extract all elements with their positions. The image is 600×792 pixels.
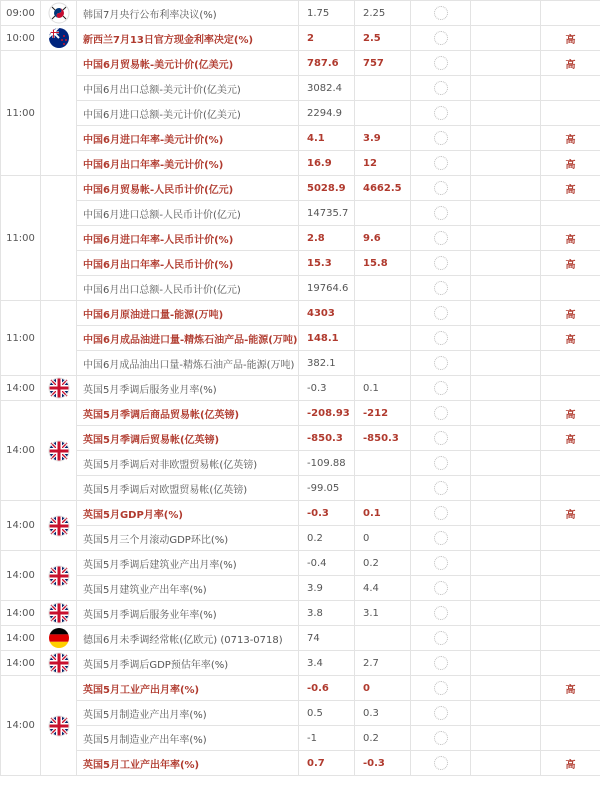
calendar-row — [1, 726, 600, 751]
loading-spinner-icon — [434, 531, 448, 545]
actual-value-loading — [411, 326, 471, 351]
loading-spinner-icon — [434, 81, 448, 95]
calendar-row — [1, 601, 600, 626]
event-name: 韩国7月央行公布利率决议(%) — [77, 1, 299, 26]
actual-value-loading — [411, 526, 471, 551]
event-name: 中国6月成品油进口量-精炼石油产品-能源(万吨) — [77, 326, 299, 351]
uk-flag-icon — [41, 401, 77, 501]
actual-value-loading — [411, 426, 471, 451]
forecast-value: 15.8 — [355, 251, 411, 276]
event-name: 英国5月制造业产出月率(%) — [77, 701, 299, 726]
empty-cell — [471, 101, 541, 126]
actual-value-loading — [411, 676, 471, 701]
forecast-value — [355, 76, 411, 101]
event-name: 英国5月季调后商品贸易帐(亿英镑) — [77, 401, 299, 426]
empty-cell — [471, 251, 541, 276]
event-name: 英国5月工业产出年率(%) — [77, 751, 299, 776]
actual-value-loading — [411, 351, 471, 376]
event-name: 中国6月出口总额-美元计价(亿美元) — [77, 76, 299, 101]
importance-badge — [541, 701, 600, 726]
loading-spinner-icon — [434, 631, 448, 645]
actual-value-loading — [411, 576, 471, 601]
actual-value-loading — [411, 251, 471, 276]
forecast-value: 2.7 — [355, 651, 411, 676]
empty-cell — [471, 526, 541, 551]
loading-spinner-icon — [434, 281, 448, 295]
forecast-value: 0.2 — [355, 551, 411, 576]
calendar-row — [1, 651, 600, 676]
actual-value-loading — [411, 126, 471, 151]
importance-badge — [541, 726, 600, 751]
previous-value: 3.8 — [299, 601, 355, 626]
calendar-row — [1, 76, 600, 101]
importance-badge — [541, 476, 600, 501]
loading-spinner-icon — [434, 606, 448, 620]
previous-value: 3082.4 — [299, 76, 355, 101]
actual-value-loading — [411, 751, 471, 776]
forecast-value: 12 — [355, 151, 411, 176]
calendar-row — [1, 476, 600, 501]
loading-spinner-icon — [434, 756, 448, 770]
event-name: 英国5月三个月滚动GDP环比(%) — [77, 526, 299, 551]
forecast-value: 2.25 — [355, 1, 411, 26]
empty-cell — [471, 426, 541, 451]
previous-value: 2294.9 — [299, 101, 355, 126]
actual-value-loading — [411, 301, 471, 326]
uk-flag-icon — [41, 676, 77, 776]
empty-cell — [471, 451, 541, 476]
calendar-row — [1, 526, 600, 551]
actual-value-loading — [411, 76, 471, 101]
calendar-row — [1, 626, 600, 651]
previous-value: 74 — [299, 626, 355, 651]
empty-cell — [471, 126, 541, 151]
previous-value: 0.5 — [299, 701, 355, 726]
empty-cell — [471, 676, 541, 701]
uk-flag-icon — [41, 376, 77, 401]
event-name: 新西兰7月13日官方现金利率决定(%) — [77, 26, 299, 51]
event-name: 中国6月进口年率-人民币计价(%) — [77, 226, 299, 251]
actual-value-loading — [411, 1, 471, 26]
importance-badge — [541, 576, 600, 601]
loading-spinner-icon — [434, 6, 448, 20]
calendar-row — [1, 426, 600, 451]
loading-spinner-icon — [434, 706, 448, 720]
previous-value: 3.9 — [299, 576, 355, 601]
empty-cell — [471, 51, 541, 76]
importance-badge: 高 — [541, 501, 600, 526]
uk-flag-icon — [41, 501, 77, 551]
previous-value: -0.4 — [299, 551, 355, 576]
importance-badge — [541, 376, 600, 401]
loading-spinner-icon — [434, 106, 448, 120]
event-name: 中国6月进口总额-人民币计价(亿元) — [77, 201, 299, 226]
event-name: 英国5月建筑业产出年率(%) — [77, 576, 299, 601]
forecast-value — [355, 626, 411, 651]
calendar-row — [1, 26, 600, 51]
importance-badge — [541, 1, 600, 26]
forecast-value — [355, 201, 411, 226]
event-time: 11:00 — [1, 176, 41, 301]
event-name: 中国6月出口年率-人民币计价(%) — [77, 251, 299, 276]
event-time: 14:00 — [1, 376, 41, 401]
empty-cell — [471, 351, 541, 376]
forecast-value: -0.3 — [355, 751, 411, 776]
previous-value: -0.6 — [299, 676, 355, 701]
previous-value: 14735.7 — [299, 201, 355, 226]
event-name: 英国5月季调后服务业月率(%) — [77, 376, 299, 401]
forecast-value: 0 — [355, 526, 411, 551]
previous-value: 148.1 — [299, 326, 355, 351]
calendar-row — [1, 151, 600, 176]
empty-cell — [471, 651, 541, 676]
uk-flag-icon — [41, 651, 77, 676]
previous-value: 15.3 — [299, 251, 355, 276]
actual-value-loading — [411, 501, 471, 526]
event-name: 英国5月季调后对欧盟贸易帐(亿英镑) — [77, 476, 299, 501]
loading-spinner-icon — [434, 56, 448, 70]
importance-badge: 高 — [541, 126, 600, 151]
actual-value-loading — [411, 701, 471, 726]
empty-cell — [471, 501, 541, 526]
actual-value-loading — [411, 401, 471, 426]
loading-spinner-icon — [434, 556, 448, 570]
actual-value-loading — [411, 551, 471, 576]
actual-value-loading — [411, 376, 471, 401]
forecast-value: -212 — [355, 401, 411, 426]
event-time: 14:00 — [1, 651, 41, 676]
forecast-value — [355, 351, 411, 376]
calendar-row — [1, 401, 600, 426]
loading-spinner-icon — [434, 456, 448, 470]
forecast-value: 4662.5 — [355, 176, 411, 201]
actual-value-loading — [411, 476, 471, 501]
calendar-row — [1, 276, 600, 301]
forecast-value — [355, 101, 411, 126]
importance-badge: 高 — [541, 301, 600, 326]
event-time: 14:00 — [1, 601, 41, 626]
korea-flag-icon — [41, 1, 77, 26]
calendar-row — [1, 676, 600, 701]
loading-spinner-icon — [434, 306, 448, 320]
importance-badge — [541, 201, 600, 226]
forecast-value — [355, 451, 411, 476]
actual-value-loading — [411, 451, 471, 476]
event-time: 09:00 — [1, 1, 41, 26]
calendar-row — [1, 501, 600, 526]
importance-badge — [541, 526, 600, 551]
event-name: 中国6月原油进口量-能源(万吨) — [77, 301, 299, 326]
importance-badge: 高 — [541, 426, 600, 451]
calendar-row — [1, 751, 600, 776]
calendar-row — [1, 51, 600, 76]
forecast-value: 3.1 — [355, 601, 411, 626]
event-name: 英国5月季调后GDP预估年率(%) — [77, 651, 299, 676]
calendar-row — [1, 551, 600, 576]
flag-cell — [41, 176, 77, 301]
previous-value: 0.2 — [299, 526, 355, 551]
flag-cell — [41, 301, 77, 376]
actual-value-loading — [411, 101, 471, 126]
forecast-value: 2.5 — [355, 26, 411, 51]
forecast-value: 0.1 — [355, 376, 411, 401]
calendar-row — [1, 301, 600, 326]
loading-spinner-icon — [434, 181, 448, 195]
previous-value: -99.05 — [299, 476, 355, 501]
importance-badge — [541, 76, 600, 101]
event-name: 中国6月进口总额-美元计价(亿美元) — [77, 101, 299, 126]
forecast-value: 0.3 — [355, 701, 411, 726]
empty-cell — [471, 701, 541, 726]
previous-value: 3.4 — [299, 651, 355, 676]
event-time: 14:00 — [1, 676, 41, 776]
calendar-row — [1, 226, 600, 251]
empty-cell — [471, 26, 541, 51]
importance-badge: 高 — [541, 151, 600, 176]
loading-spinner-icon — [434, 356, 448, 370]
calendar-row — [1, 101, 600, 126]
event-name: 英国5月制造业产出年率(%) — [77, 726, 299, 751]
event-name: 英国5月季调后对非欧盟贸易帐(亿英镑) — [77, 451, 299, 476]
loading-spinner-icon — [434, 506, 448, 520]
previous-value: 4.1 — [299, 126, 355, 151]
event-time: 14:00 — [1, 401, 41, 501]
event-name: 中国6月出口年率-美元计价(%) — [77, 151, 299, 176]
event-name: 德国6月未季调经常帐(亿欧元) (0713-0718) — [77, 626, 299, 651]
importance-badge: 高 — [541, 751, 600, 776]
empty-cell — [471, 226, 541, 251]
importance-badge: 高 — [541, 676, 600, 701]
actual-value-loading — [411, 626, 471, 651]
importance-badge — [541, 651, 600, 676]
event-name: 中国6月出口总额-人民币计价(亿元) — [77, 276, 299, 301]
importance-badge: 高 — [541, 176, 600, 201]
previous-value: -1 — [299, 726, 355, 751]
empty-cell — [471, 201, 541, 226]
empty-cell — [471, 576, 541, 601]
previous-value: 2.8 — [299, 226, 355, 251]
empty-cell — [471, 551, 541, 576]
event-time: 10:00 — [1, 26, 41, 51]
event-name: 中国6月贸易帐-美元计价(亿美元) — [77, 51, 299, 76]
importance-badge — [541, 351, 600, 376]
actual-value-loading — [411, 276, 471, 301]
calendar-row — [1, 1, 600, 26]
empty-cell — [471, 626, 541, 651]
uk-flag-icon — [41, 601, 77, 626]
importance-badge — [541, 451, 600, 476]
previous-value: 5028.9 — [299, 176, 355, 201]
empty-cell — [471, 751, 541, 776]
previous-value: 382.1 — [299, 351, 355, 376]
previous-value: 16.9 — [299, 151, 355, 176]
calendar-row — [1, 376, 600, 401]
importance-badge — [541, 601, 600, 626]
actual-value-loading — [411, 726, 471, 751]
importance-badge: 高 — [541, 326, 600, 351]
loading-spinner-icon — [434, 381, 448, 395]
empty-cell — [471, 76, 541, 101]
importance-badge: 高 — [541, 51, 600, 76]
empty-cell — [471, 176, 541, 201]
previous-value: -208.93 — [299, 401, 355, 426]
importance-badge: 高 — [541, 26, 600, 51]
forecast-value: 0.2 — [355, 726, 411, 751]
loading-spinner-icon — [434, 656, 448, 670]
empty-cell — [471, 276, 541, 301]
event-name: 中国6月进口年率-美元计价(%) — [77, 126, 299, 151]
loading-spinner-icon — [434, 256, 448, 270]
importance-badge — [541, 551, 600, 576]
loading-spinner-icon — [434, 206, 448, 220]
empty-cell — [471, 726, 541, 751]
previous-value: -850.3 — [299, 426, 355, 451]
forecast-value: 0 — [355, 676, 411, 701]
actual-value-loading — [411, 151, 471, 176]
event-time: 14:00 — [1, 551, 41, 601]
empty-cell — [471, 376, 541, 401]
actual-value-loading — [411, 201, 471, 226]
loading-spinner-icon — [434, 406, 448, 420]
loading-spinner-icon — [434, 481, 448, 495]
event-time: 14:00 — [1, 501, 41, 551]
calendar-row — [1, 451, 600, 476]
uk-flag-icon — [41, 551, 77, 601]
importance-badge: 高 — [541, 401, 600, 426]
flag-cell — [41, 51, 77, 176]
previous-value: -109.88 — [299, 451, 355, 476]
forecast-value — [355, 476, 411, 501]
loading-spinner-icon — [434, 581, 448, 595]
previous-value: 19764.6 — [299, 276, 355, 301]
previous-value: -0.3 — [299, 376, 355, 401]
empty-cell — [471, 401, 541, 426]
previous-value: 787.6 — [299, 51, 355, 76]
empty-cell — [471, 326, 541, 351]
event-name: 英国5月季调后建筑业产出月率(%) — [77, 551, 299, 576]
event-name: 英国5月工业产出月率(%) — [77, 676, 299, 701]
calendar-row — [1, 201, 600, 226]
actual-value-loading — [411, 51, 471, 76]
event-name: 英国5月季调后贸易帐(亿英镑) — [77, 426, 299, 451]
calendar-row — [1, 701, 600, 726]
empty-cell — [471, 601, 541, 626]
actual-value-loading — [411, 651, 471, 676]
empty-cell — [471, 301, 541, 326]
importance-badge: 高 — [541, 226, 600, 251]
forecast-value — [355, 326, 411, 351]
calendar-row — [1, 576, 600, 601]
forecast-value: 0.1 — [355, 501, 411, 526]
importance-badge — [541, 101, 600, 126]
importance-badge: 高 — [541, 251, 600, 276]
forecast-value: -850.3 — [355, 426, 411, 451]
empty-cell — [471, 476, 541, 501]
event-time: 11:00 — [1, 301, 41, 376]
empty-cell — [471, 151, 541, 176]
loading-spinner-icon — [434, 131, 448, 145]
event-name: 英国5月GDP月率(%) — [77, 501, 299, 526]
importance-badge — [541, 626, 600, 651]
calendar-row — [1, 251, 600, 276]
actual-value-loading — [411, 601, 471, 626]
event-time: 14:00 — [1, 626, 41, 651]
actual-value-loading — [411, 176, 471, 201]
previous-value: 0.7 — [299, 751, 355, 776]
calendar-row — [1, 176, 600, 201]
loading-spinner-icon — [434, 731, 448, 745]
event-name: 英国5月季调后服务业年率(%) — [77, 601, 299, 626]
loading-spinner-icon — [434, 331, 448, 345]
event-time: 11:00 — [1, 51, 41, 176]
new-zealand-flag-icon — [41, 26, 77, 51]
previous-value: -0.3 — [299, 501, 355, 526]
empty-cell — [471, 1, 541, 26]
forecast-value: 9.6 — [355, 226, 411, 251]
forecast-value: 757 — [355, 51, 411, 76]
actual-value-loading — [411, 226, 471, 251]
loading-spinner-icon — [434, 156, 448, 170]
forecast-value: 3.9 — [355, 126, 411, 151]
previous-value: 4303 — [299, 301, 355, 326]
loading-spinner-icon — [434, 231, 448, 245]
forecast-value: 4.4 — [355, 576, 411, 601]
forecast-value — [355, 276, 411, 301]
calendar-row — [1, 351, 600, 376]
previous-value: 1.75 — [299, 1, 355, 26]
forecast-value — [355, 301, 411, 326]
calendar-row — [1, 326, 600, 351]
loading-spinner-icon — [434, 681, 448, 695]
germany-flag-icon — [41, 626, 77, 651]
calendar-row — [1, 126, 600, 151]
loading-spinner-icon — [434, 31, 448, 45]
loading-spinner-icon — [434, 431, 448, 445]
event-name: 中国6月贸易帐-人民币计价(亿元) — [77, 176, 299, 201]
actual-value-loading — [411, 26, 471, 51]
importance-badge — [541, 276, 600, 301]
previous-value: 2 — [299, 26, 355, 51]
event-name: 中国6月成品油出口量-精炼石油产品-能源(万吨) — [77, 351, 299, 376]
